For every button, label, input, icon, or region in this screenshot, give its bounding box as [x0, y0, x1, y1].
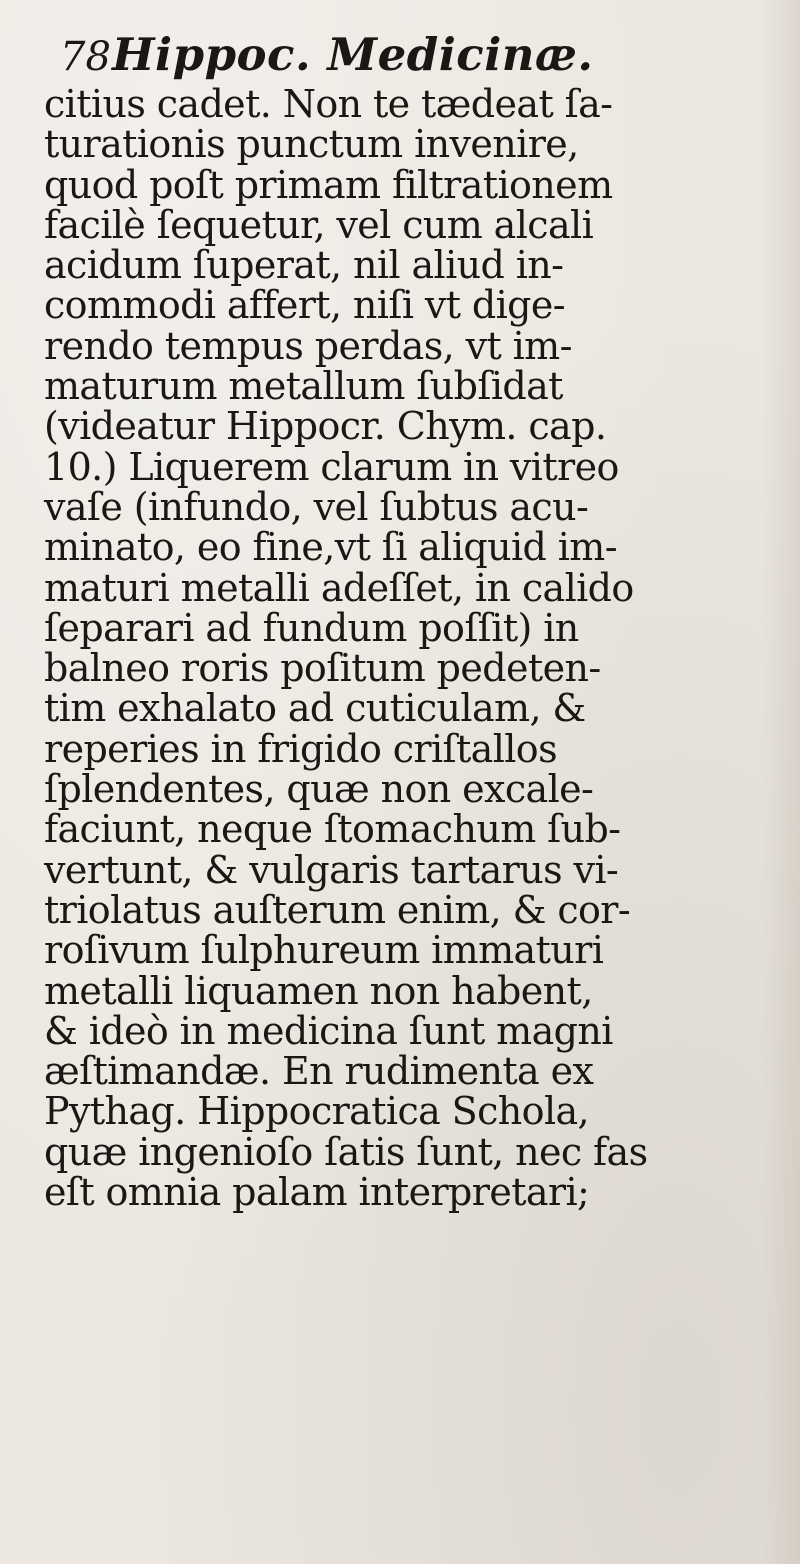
- page-header: [60, 28, 740, 88]
- text-line: facilè ſequetur, vel cum alcali: [44, 202, 594, 247]
- text-line: Pythag. Hippocratica Schola,: [44, 1089, 590, 1134]
- text-line: rendo tempus perdas, vt im-: [44, 323, 572, 368]
- page-number: 78: [60, 34, 111, 80]
- text-line: minato, eo fine,vt ſi aliquid im-: [44, 525, 617, 570]
- text-line: maturi metalli adeſſet, in calido: [44, 565, 634, 610]
- text-line: acidum ſuperat, nil aliud in-: [44, 243, 564, 288]
- text-line: faciunt, neque ſtomachum ſub-: [44, 807, 621, 852]
- text-line: metalli liquamen non habent,: [44, 968, 593, 1013]
- text-line: eſt omnia palam interpretari;: [44, 1170, 590, 1215]
- text-line: vaſe (infundo, vel ſubtus acu-: [44, 484, 589, 529]
- text-line: commodi affert, niſi vt dige-: [44, 283, 566, 328]
- text-line: reperies in frigido criſtallos: [44, 726, 557, 771]
- text-line: ſplendentes, quæ non excale-: [44, 767, 594, 812]
- text-line: & ideò in medicina ſunt magni: [44, 1008, 613, 1053]
- text-line: balneo roris poſitum pedeten-: [44, 646, 601, 691]
- text-line: vertunt, & vulgaris tartarus vi-: [44, 847, 619, 892]
- text-line: ſeparari ad fundum poſſit) in: [44, 605, 579, 650]
- text-line: quæ ingenioſo ſatis ſunt, nec fas: [44, 1129, 648, 1174]
- text-line: æſtimandæ. En rudimenta ex: [44, 1049, 594, 1094]
- text-line: (videatur Hippocr. Chym. cap.: [44, 404, 607, 449]
- running-head: Hippoc. Medicinæ.: [112, 28, 594, 81]
- text-line: roſivum ſulphureum immaturi: [44, 928, 604, 973]
- body-text: [44, 82, 784, 1215]
- text-line: citius cadet. Non te tædeat ſa-: [44, 82, 613, 126]
- text-line: quod poſt primam filtrationem: [44, 162, 613, 207]
- text-line: 10.) Liquerem clarum in vitreo: [44, 444, 619, 489]
- text-line: turationis punctum invenire,: [44, 122, 579, 167]
- text-line: tim exhalato ad cuticulam, &: [44, 686, 586, 731]
- text-line: triolatus auſterum enim, & cor-: [44, 887, 631, 932]
- text-line: maturum metallum ſubſidat: [44, 364, 563, 409]
